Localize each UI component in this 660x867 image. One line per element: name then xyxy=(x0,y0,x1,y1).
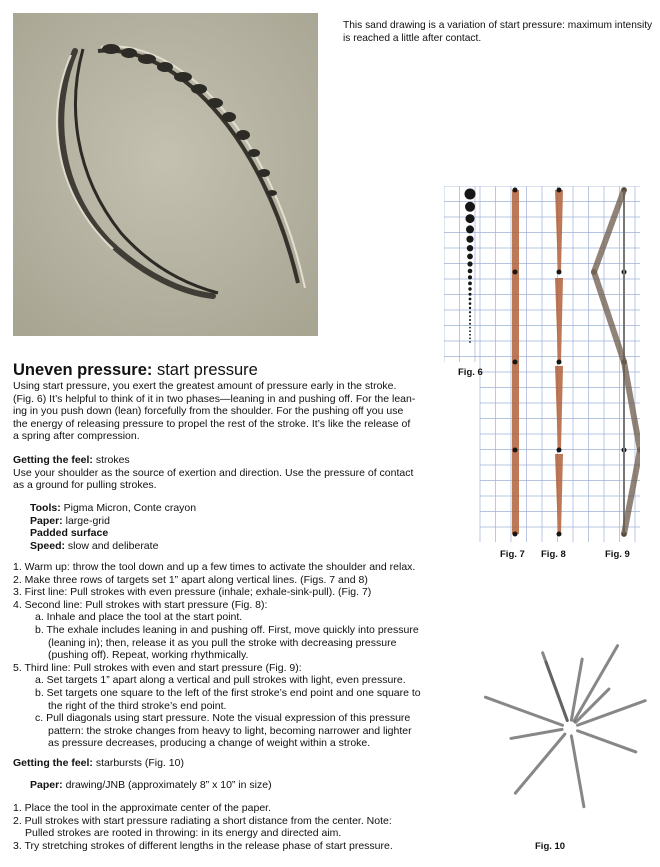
tool-value: large-grid xyxy=(62,514,110,527)
starburst-ray xyxy=(485,697,562,725)
fig6-dot xyxy=(469,334,471,336)
feel-value: starbursts (Fig. 10) xyxy=(92,757,184,769)
sub-item: b. The exhale includes leaning in and pushing off. First, move quickly into pressure xyxy=(35,623,419,636)
target-dot xyxy=(557,188,562,193)
fig6-dot xyxy=(466,225,474,233)
fig8-label: Fig. 8 xyxy=(541,549,566,560)
intro-line: (Fig. 6) It’s helpful to think of it in two phases—leaning in and pushing off. For the lean- xyxy=(13,392,416,405)
target-dot xyxy=(557,448,562,453)
sub-item: pattern: the stroke changes from heavy to light, becoming narrower and lighter xyxy=(48,724,412,737)
sub-item: b. Set targets one square to the left of the first stroke’s end point and one square to xyxy=(35,686,421,699)
target-dot xyxy=(557,532,562,537)
starburst-ray xyxy=(515,734,564,793)
feel-label: Getting the feel: xyxy=(13,757,93,769)
grid-figure xyxy=(444,186,640,542)
intro-line: a spring after compression. xyxy=(13,430,140,443)
tool-value: Pigma Micron, Conte crayon xyxy=(60,502,197,514)
fig6-dot xyxy=(469,330,471,332)
starburst-steps xyxy=(13,802,443,852)
fig6-dot xyxy=(469,319,471,321)
sub-item: (leaning in); then, release it as you pull the stroke with decreasing pressure xyxy=(48,636,397,649)
section-title xyxy=(13,360,258,380)
fig6-dot xyxy=(468,282,472,286)
step4-sub xyxy=(13,611,453,661)
step5-sub xyxy=(13,674,453,750)
fig6-dot xyxy=(469,338,471,340)
feel-text-line: Use your shoulder as the source of exertion and direction. Use the pressure of contact xyxy=(13,466,414,479)
target-dot xyxy=(513,360,518,365)
fig6-dot xyxy=(465,202,475,212)
feel-text-line: as a ground for pulling strokes. xyxy=(13,479,157,492)
fig6-dot xyxy=(469,341,471,343)
step-item: 4. Second line: Pull strokes with start pressure (Fig. 8): xyxy=(13,598,268,611)
tool-label: Speed: xyxy=(30,539,66,552)
step-item: 1. Warm up: throw the tool down and up a few times to activate the shoulder and relax. xyxy=(13,561,416,573)
starburst-ray xyxy=(578,731,636,752)
fig10-label: Fig. 10 xyxy=(535,841,566,852)
target-dot xyxy=(513,532,518,537)
sub-item: the right of the third stroke’s end point. xyxy=(48,699,227,712)
title-rest: start pressure xyxy=(152,361,258,379)
fig6-dot xyxy=(465,189,476,200)
starburst-ray xyxy=(578,701,646,726)
intro-line: the energy of releasing pressure to propel the rest of the stroke. It’s like the release of xyxy=(13,417,411,430)
tool-value: slow and deliberate xyxy=(65,539,159,552)
top-caption: This sand drawing is a variation of start pressure: maximum intensity is reached a little after contact. xyxy=(343,20,653,44)
fig6-dot xyxy=(468,269,473,274)
step-item: 3. Try stretching strokes of different lengths in the release phase of start pressure. xyxy=(13,839,393,852)
tool-label: Padded surface xyxy=(30,527,109,540)
sub-item: (pushing off). Repeat, working rhythmically. xyxy=(48,649,249,662)
tool-label: Tools: xyxy=(30,502,61,514)
starburst-ray xyxy=(543,653,568,721)
fig6-dot xyxy=(469,298,472,301)
fig6-dot xyxy=(469,293,472,296)
intro-line: ing in you push down (lean) forcefully from the shoulder. For the pushing off you use xyxy=(13,405,404,418)
target-dot xyxy=(557,360,562,365)
step-item: Pulled strokes are rooted in throwing: in its energy and directed aim. xyxy=(25,827,342,840)
step-item: 5. Third line: Pull strokes with even and start pressure (Fig. 9): xyxy=(13,661,302,674)
starburst-ray xyxy=(511,729,562,738)
fig6-dot xyxy=(467,254,473,260)
fig6-dot xyxy=(468,287,471,290)
tools-list xyxy=(30,502,330,552)
fig6-dot xyxy=(469,307,471,309)
target-dot xyxy=(513,270,518,275)
step-item: 2. Make three rows of targets set 1” apart along vertical lines. (Figs. 7 and 8) xyxy=(13,573,368,586)
fig6-dot xyxy=(469,323,471,325)
intro-paragraph xyxy=(13,380,443,443)
target-dot xyxy=(557,270,562,275)
fig6-dot xyxy=(466,214,475,223)
starburst-figure xyxy=(480,628,650,828)
paper-spec xyxy=(30,779,330,792)
sub-item: a. Set targets 1” apart along a vertical and pull strokes with light, even pressure. xyxy=(35,674,406,687)
fig6-dot xyxy=(469,327,471,329)
tool-label: Paper: xyxy=(30,514,63,527)
feel-value: strokes xyxy=(92,454,130,466)
fig9-label: Fig. 9 xyxy=(605,549,630,560)
target-dot xyxy=(513,448,518,453)
feel-label: Getting the feel: xyxy=(13,454,93,466)
feel-strokes xyxy=(13,454,443,492)
target-dot xyxy=(513,188,518,193)
step-item: 3. First line: Pull strokes with even pressure (inhale; exhale-sink-pull). (Fig. 7) xyxy=(13,586,372,599)
fig7-label: Fig. 7 xyxy=(500,549,525,560)
step-item: 1. Place the tool in the approximate center of the paper. xyxy=(13,802,271,814)
intro-line: Using start pressure, you exert the greatest amount of pressure early in the stroke. xyxy=(13,380,397,392)
starburst-ray xyxy=(574,646,618,721)
step-item: 2. Pull strokes with start pressure radiating a short distance from the center. Note: xyxy=(13,814,392,827)
sub-item: a. Inhale and place the tool at the start point. xyxy=(35,611,243,624)
title-bold: Uneven pressure: xyxy=(13,361,153,379)
fig6-dot xyxy=(467,245,473,251)
fig6-dot xyxy=(468,275,472,279)
starburst-ray xyxy=(576,689,609,722)
sub-item: c. Pull diagonals using start pressure. Note the visual expression of this pressure xyxy=(35,712,411,725)
paper-value: drawing/JNB (approximately 8” x 10” in size) xyxy=(62,779,272,791)
paper-label: Paper: xyxy=(30,779,63,791)
fig6-label: Fig. 6 xyxy=(458,367,483,378)
fig6-dot xyxy=(469,311,471,313)
fig6-dot xyxy=(466,236,473,243)
feel-starbursts xyxy=(13,757,443,770)
steps-list xyxy=(13,561,453,750)
fig6-dot xyxy=(469,315,471,317)
sand-drawing-photo xyxy=(13,13,318,336)
sub-item: as pressure decreases, producing a change of weight within a stroke. xyxy=(48,737,371,750)
fig6-dot xyxy=(467,261,472,266)
starburst-ray xyxy=(571,736,584,807)
fig6-dot xyxy=(469,302,472,305)
